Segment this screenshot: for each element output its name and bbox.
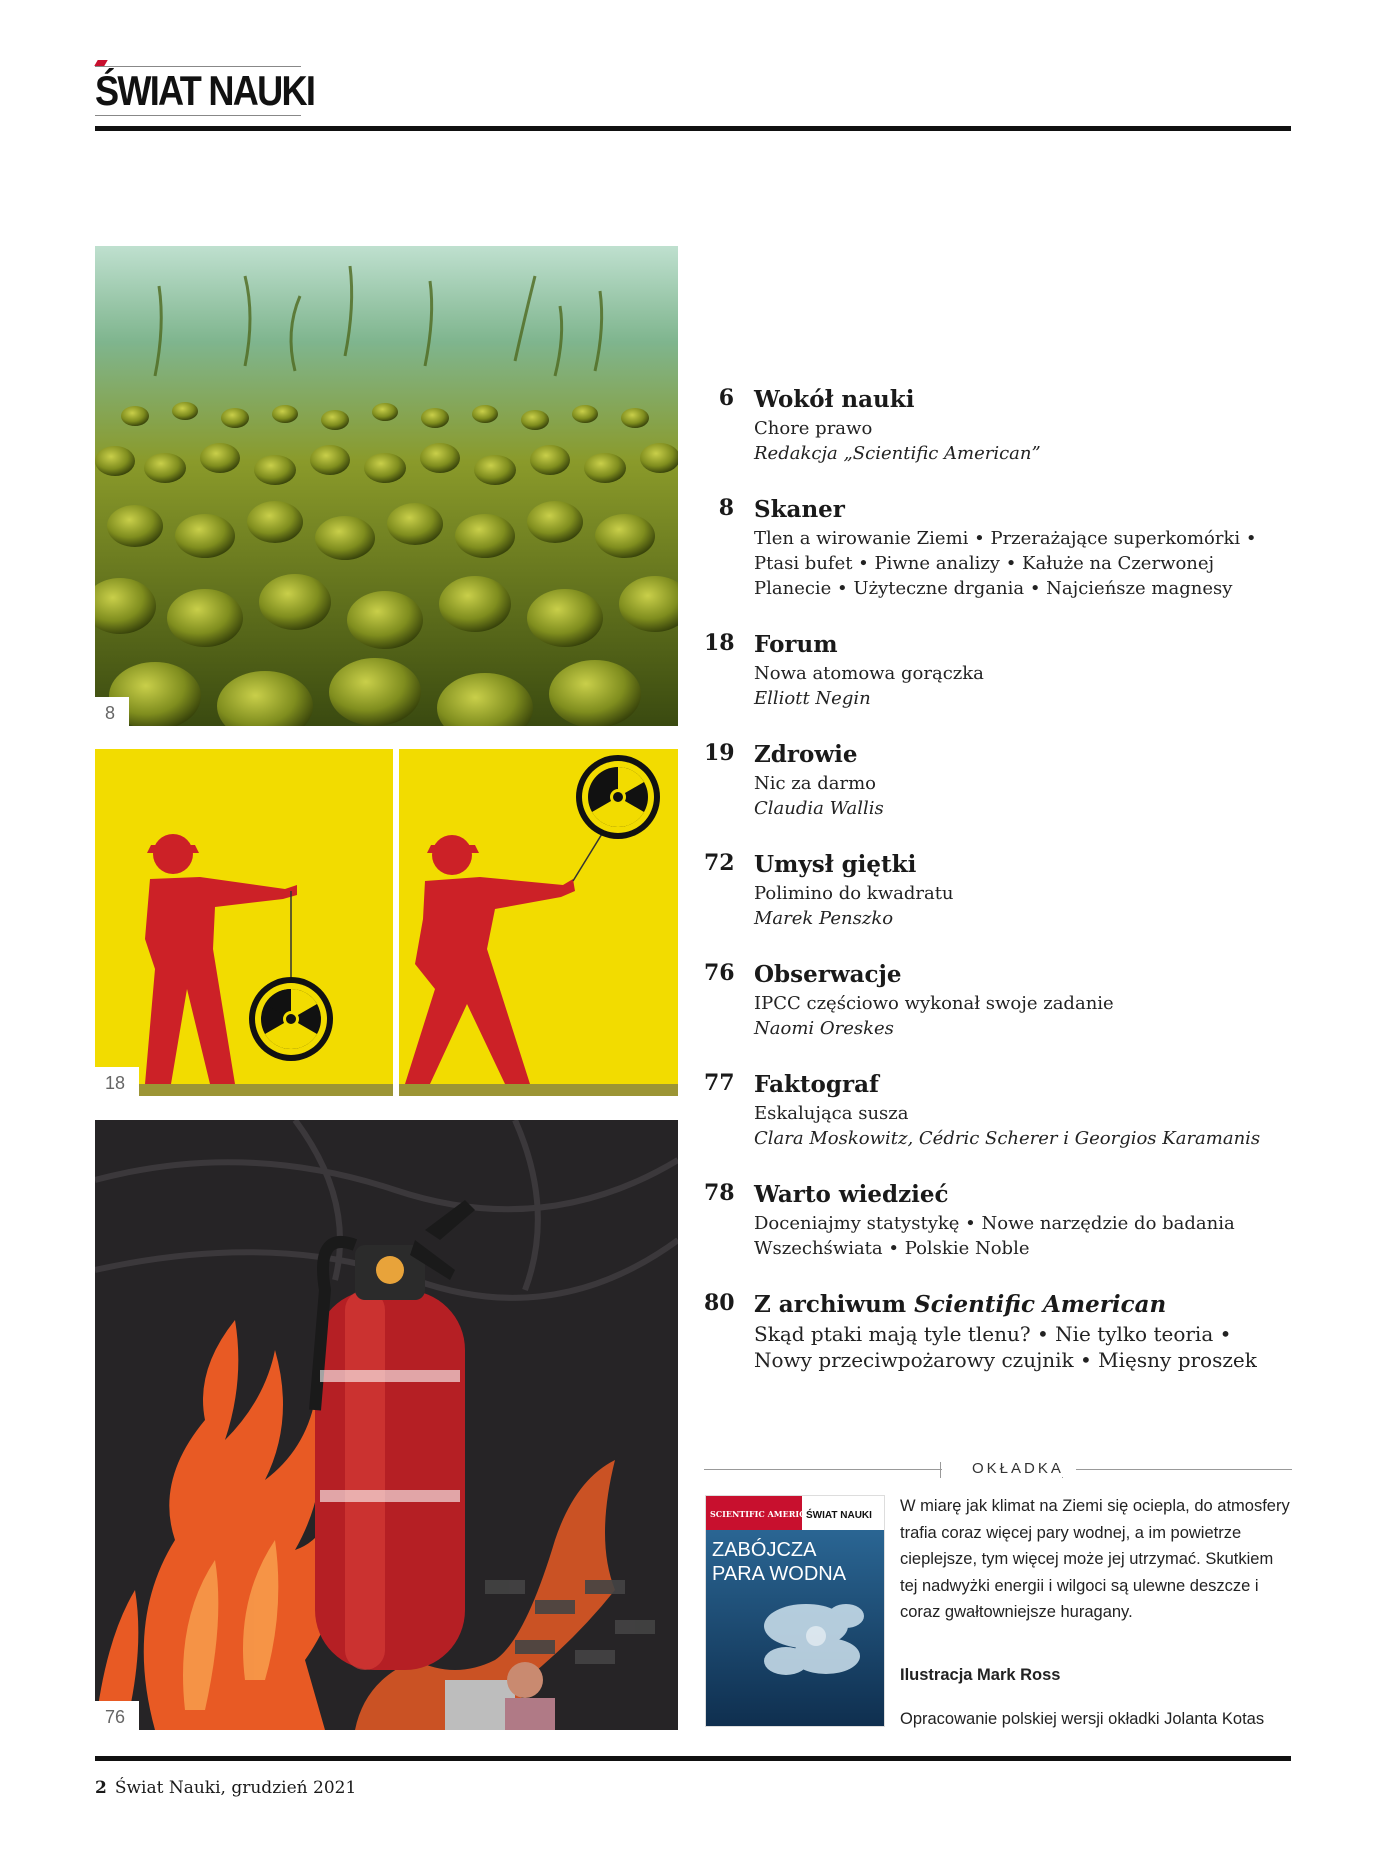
toc-page-number: 6: [718, 385, 734, 411]
toc-entry-forum[interactable]: [704, 629, 1294, 711]
toc-page-number: 80: [704, 1290, 735, 1316]
toc-page-number: 76: [704, 960, 735, 986]
toc-subtitle: Nic za darmo: [754, 773, 877, 794]
toc-entry-z-archiwum[interactable]: [704, 1289, 1294, 1373]
toc-author: Claudia Wallis: [754, 798, 884, 819]
cover-description: W miarę jak klimat na Ziemi się ociepla, do atmosfery trafia coraz więcej pary wodnej, a im powietrze cieplejsze, tym więcej może jej utrzymać. Skutkiem tej nadwyżki energii i wilgoci są ulewne deszcze i coraz gwałtowniejsze huragany.: [900, 1497, 1290, 1621]
cover-brand-text: SCIENTIFIC AMERICAN: [710, 1509, 820, 1519]
toc-page-number: 8: [718, 495, 734, 521]
image-page-label: 8: [95, 697, 129, 726]
toc-title: Forum: [754, 631, 838, 658]
toc-title-main: Z archiwum: [754, 1291, 907, 1318]
toc-title-italic: Scientific American: [914, 1291, 1167, 1318]
bottom-rule: [95, 1756, 1291, 1761]
toc-subtitle: Polimino do kwadratu: [754, 883, 954, 904]
toc-page-number: 78: [704, 1180, 735, 1206]
toc-title: Warto wiedzieć: [754, 1181, 949, 1208]
cover-headline-line2: PARA WODNA: [712, 1563, 847, 1585]
cover-section-label: OKŁADKA: [960, 1460, 1076, 1477]
toc-subtitle: Chore prawo: [754, 418, 873, 439]
toc-page-number: 19: [704, 740, 735, 766]
toc-subtitle: Doceniajmy statystykę • Nowe narzędzie do badania Wszechświata • Polskie Noble: [754, 1213, 1235, 1259]
cover-headline-line1: ZABÓJCZA: [712, 1539, 817, 1561]
toc-subtitle: Tlen a wirowanie Ziemi • Przerażające superkomórki • Ptasi bufet • Piwne analizy • Kałuże na Czerwonej Planecie • Użyteczne drgania • Najcieńsze magnesy: [754, 528, 1257, 599]
table-of-contents: [704, 384, 1294, 1401]
toc-entry-obserwacje[interactable]: [704, 959, 1294, 1041]
toc-subtitle: Nowa atomowa gorączka: [754, 663, 984, 684]
toc-author: Clara Moskowitz, Cédric Scherer i Georgios Karamanis: [754, 1128, 1261, 1149]
toc-subtitle: Skąd ptaki mają tyle tlenu? • Nie tylko teoria • Nowy przeciwpożarowy czujnik • Mięsny proszek: [754, 1322, 1257, 1372]
toc-author: Marek Penszko: [754, 908, 894, 929]
cover-divider-right: [1062, 1469, 1292, 1470]
toc-entry-zdrowie[interactable]: [704, 739, 1294, 821]
toc-entry-faktograf[interactable]: [704, 1069, 1294, 1151]
cover-divider-tick-left: [940, 1462, 941, 1478]
toc-entry-warto-wiedziec[interactable]: [704, 1179, 1294, 1261]
toc-author: Elliott Negin: [754, 688, 871, 709]
image-underwater-moss: [95, 246, 678, 726]
toc-entry-skaner[interactable]: [704, 494, 1294, 601]
image-fire-extinguisher: [95, 1120, 678, 1730]
toc-title: Skaner: [754, 496, 845, 523]
image-page-label: 76: [95, 1701, 139, 1730]
toc-title: Wokół nauki: [754, 386, 915, 413]
cover-masthead-text: ŚWIAT NAUKI: [806, 1510, 872, 1521]
toc-author: Naomi Oreskes: [754, 1018, 894, 1039]
toc-page-number: 77: [704, 1070, 735, 1096]
toc-title: Obserwacje: [754, 961, 902, 988]
toc-subtitle: Eskalująca susza: [754, 1103, 909, 1124]
footer-page-number: 2: [95, 1778, 107, 1798]
toc-author: Redakcja „Scientific American”: [754, 443, 1041, 464]
toc-entry-wokol-nauki[interactable]: [704, 384, 1294, 466]
masthead: [95, 66, 315, 116]
adaptation-credit: Opracowanie polskiej wersji okładki Jolanta Kotas: [900, 1710, 1265, 1728]
toc-page-number: 72: [704, 850, 735, 876]
toc-title: Faktograf: [754, 1071, 879, 1098]
image-page-label: 18: [95, 1067, 139, 1096]
toc-entry-umysl-gietki[interactable]: [704, 849, 1294, 931]
toc-title: [754, 1289, 1294, 1321]
toc-title: Zdrowie: [754, 741, 858, 768]
toc-subtitle: IPCC częściowo wykonał swoje zadanie: [754, 993, 1114, 1014]
masthead-title: ŚWIAT NAUKI: [95, 67, 315, 114]
toc-page-number: 18: [704, 630, 735, 656]
page-footer: [95, 1778, 356, 1798]
footer-issue: Świat Nauki, grudzień 2021: [114, 1778, 357, 1798]
image-radiation-illustration: [95, 749, 678, 1096]
cover-divider-left: [704, 1469, 942, 1470]
illustration-credit: Ilustracja Mark Ross: [900, 1666, 1061, 1684]
cover-thumbnail[interactable]: [705, 1495, 885, 1727]
toc-title: Umysł giętki: [754, 851, 917, 878]
top-rule: [95, 126, 1291, 131]
